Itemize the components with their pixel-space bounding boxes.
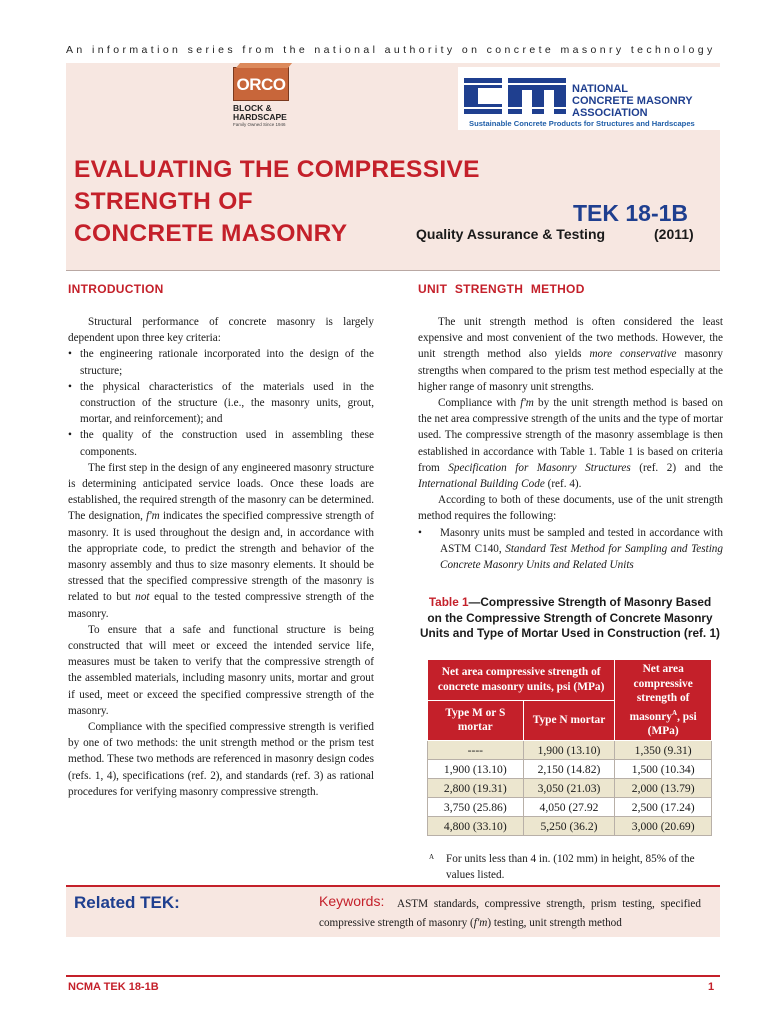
intro-paragraph-4: Compliance with the specified compressive strength is verified by one of two methods: the unit strength method or the prism test method. These two methods are referenced in masonry design codes (refs. 1, 4), specifications (ref. 2), and standards (ref. 3) as rational procedures for verifying masonry compressive strength. [68,721,374,798]
fm-symbol: f'm [520,397,534,410]
requirement-citation: Standard Test Method for Sampling and Testing Concrete Masonry Units and Related Units [440,542,723,572]
criteria-item-text: • the quality of the construction used in assembling these components. [80,429,374,458]
header-divider [66,270,720,271]
table-footnote [429,852,719,883]
usm-p1-emphasis: more conservative [589,348,677,361]
ncma-name-line1: NATIONAL [572,83,629,95]
criteria-item [68,346,374,378]
table-cell-m-or-s: 1,900 (13.10) [428,760,524,779]
intro-p2-text-a: The first step in the design of any engineered masonry structure is determining anticipated service loads. Once these loads are established, the required strength of the masonry can be determined. The designation, [68,461,374,523]
table-cell-masonry: 3,000 (20.69) [615,817,712,836]
unit-strength-method-heading: UNIT STRENGTH METHOD [418,282,585,296]
orco-logo-word: ORCO [236,75,286,94]
keywords-label: Keywords: [319,893,385,909]
usm-p2-text-c: (ref. 2) and the [630,461,724,474]
keywords-text [319,895,701,933]
intro-p2-text-b: indicates the specified compressive strength of masonry. It is used throughout the design and, in accordance with the appropriate code, to predict the strength and behavior of the masonry assembly and thus to size masonry elements. It should be stressed that the specified compressive strength of the masonry is related to but [68,510,374,604]
table-header-masonry-strength [615,660,712,741]
tek-year: (2011) [654,226,694,242]
table-caption [420,595,720,642]
orco-logo-line1: BLOCK & [233,103,272,113]
keywords-text-a: ASTM standards, compressive strength, prism testing, specified compressive strength of masonry ( [319,898,701,929]
table-header-masonry-text: Net area compressive strength of masonry [629,663,693,723]
table-cell-m-or-s: 4,800 (33.10) [428,817,524,836]
requirement-text: Masonry units must be sampled and tested in accordance with ASTM C140, [440,526,723,555]
usm-p2-text-d: (ref. 4). [544,478,582,491]
table-row [428,741,712,760]
table-cell-n: 4,050 (27.92 [523,798,615,817]
usm-paragraph-2 [418,395,723,492]
requirements-list [418,525,723,574]
table-cell-masonry: 1,350 (9.31) [615,741,712,760]
introduction-column [68,314,374,800]
ncma-tagline: Sustainable Concrete Products for Structures and Hardscapes [469,119,695,128]
footnote-text: For units less than 4 in. (102 mm) in height, 85% of the values listed. [446,853,695,881]
criteria-item-text: • the engineering rationale incorporated into the design of the structure; [80,348,374,377]
intro-p2-emphasis: not [135,591,150,604]
related-tek-label: Related TEK: [74,893,180,912]
keywords-text-b: ) testing, unit strength method [487,917,622,929]
table-row [428,779,712,798]
table-header-type-m-or-s: Type M or S mortar [428,700,524,741]
criteria-item-text: • the physical characteristics of the materials used in the construction of the structure (i.e., the masonry units, grout, mortar, and reinforcement); and [80,380,374,426]
usm-p2-citation-1: Specification for Masonry Structures [448,461,631,474]
intro-p2-text-c: equal to the tested compressive strength of the masonry. [68,591,374,620]
footer-title: NCMA TEK 18-1B [68,981,159,993]
intro-paragraph-3: To ensure that a safe and functional structure is being constructed that will meet or exceed the intended service life, measures must be taken to verify that the compressive strength of the assembled materials, including masonry units, mortar and grout if used, meet or exceed the specified compressive strength of the masonry. [68,623,374,717]
usm-p1-text-b: masonry strengths when compared to the prism test method especially at the higher range of masonry unit strengths. [418,348,724,393]
table-cell-n: 5,250 (36.2) [523,817,615,836]
usm-p2-text-b: by the unit strength method is based on the net area compressive strength of the units and the type of mortar used. The compressive strength of the masonry assemblage is then established in accordance with Table 1. Table 1 is based on criteria from [418,397,723,474]
fm-symbol: f'm [473,917,488,929]
table-header-row [428,660,712,701]
page-number: 1 [708,981,715,993]
table-caption-label: Table 1 [428,595,469,609]
requirement-item [418,525,723,574]
ncma-name-line3: ASSOCIATION [572,107,648,119]
tek-category: Quality Assurance & Testing [416,226,606,242]
table-header-masonry-footnote-mark: A [672,708,678,717]
compressive-strength-table [427,659,712,836]
ncma-cm-logo-icon [462,74,568,118]
document-title-line1: EVALUATING THE COMPRESSIVE [74,156,480,183]
table-cell-masonry: 1,500 (10.34) [615,760,712,779]
orco-sponsor-logo [233,67,289,129]
usm-paragraph-3: According to both of these documents, use of the unit strength method requires the following: [418,494,723,523]
table-header-masonry-unit: , psi (MPa) [647,710,697,737]
table-cell-m-or-s: ---- [428,741,524,760]
tek-number: TEK 18-1B [573,200,689,226]
orco-logo-line2: HARDSCAPE [233,112,287,122]
usm-paragraph-1 [418,314,723,395]
table-cell-m-or-s: 2,800 (19.31) [428,779,524,798]
orco-logo-line3: Family Owned Since 1946 [233,122,286,127]
usm-p2-text-a: Compliance with [438,397,521,410]
document-title-line3: CONCRETE MASONRY [74,220,348,247]
table-header-unit-strength: Net area compressive strength of concrete masonry units, psi (MPa) [428,660,615,701]
table-row [428,817,712,836]
footnote-mark: A [429,853,435,861]
table-cell-masonry: 2,000 (13.79) [615,779,712,798]
table-cell-m-or-s: 3,750 (25.86) [428,798,524,817]
usm-p2-citation-2: International Building Code [418,478,545,491]
intro-paragraph-2 [68,460,374,622]
table-row [428,760,712,779]
table-cell-n: 3,050 (21.03) [523,779,615,798]
table-cell-masonry: 2,500 (17.24) [615,798,712,817]
intro-paragraph-1: Structural performance of concrete masonry is largely dependent upon three key criteria: [68,316,374,345]
table-caption-text: —Compressive Strength of Masonry Based on the Compressive Strength of Concrete Masonry Units and Type of Mortar Used in Construction (ref. 1) [420,595,720,641]
unit-strength-column [418,314,723,573]
criteria-item [68,379,374,428]
usm-p1-text-a: The unit strength method is often considered the least expensive and most convenient of the two methods. However, the unit strength method also yields [418,316,723,361]
series-tagline: An information series from the national authority on concrete masonry technology [66,44,716,56]
ncma-name-line2: CONCRETE MASONRY [572,95,693,107]
table-row [428,798,712,817]
introduction-heading: INTRODUCTION [68,282,164,296]
document-title-line2: STRENGTH OF [74,188,253,215]
footer-divider [66,975,720,977]
table-cell-n: 1,900 (13.10) [523,741,615,760]
fm-symbol: f'm [146,510,160,523]
table-header-type-n: Type N mortar [523,700,615,741]
table-cell-n: 2,150 (14.82) [523,760,615,779]
criteria-item [68,427,374,459]
criteria-list [68,346,374,459]
